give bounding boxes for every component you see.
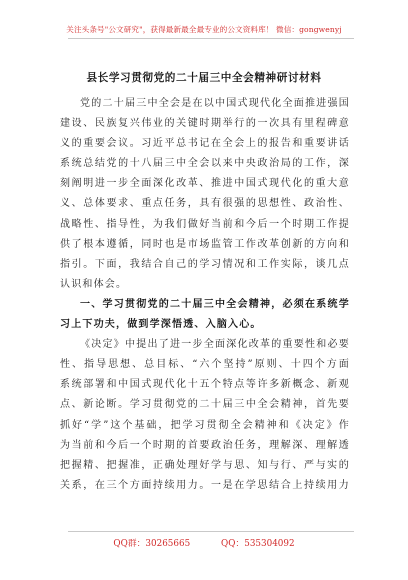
document-body bbox=[60, 94, 350, 496]
footer-qq-number: QQ：535304092 bbox=[221, 539, 295, 549]
footer-qq-group: QQ群：30265665 bbox=[113, 539, 191, 549]
document-title: 县长学习贯彻党的二十届三中全会精神研讨材料 bbox=[86, 72, 322, 84]
body-line-3: 义的重要会议。习近平总书记在全会上的报告和重要讲话 bbox=[60, 138, 350, 150]
body-line-19: 把握精、把握准，正确处理好学与思、知与行、严与实的 bbox=[60, 459, 350, 471]
body-line-10: 认识和体会。 bbox=[60, 278, 128, 290]
body-line-7: 战略性、指导性，为我们做好当前和今后一个时期工作提 bbox=[60, 218, 350, 230]
body-line-8: 供了根本遵循，同时也是市场监管工作改革创新的方向和 bbox=[60, 238, 350, 250]
body-line-15: 系统部署和中国式现代化十五个特点等许多新概念、新观 bbox=[60, 379, 350, 391]
body-line-18: 为当前和今后一个时期的首要政治任务，理解深、理解透 bbox=[60, 439, 350, 451]
body-line-2: 建设、民族复兴伟业的关键时期举行的一次具有里程碑意 bbox=[60, 118, 350, 130]
body-line-1: 党的二十届三中全会是在以中国式现代化全面推进强国 bbox=[80, 98, 350, 109]
body-line-9: 指引。下面，我结合自己的学习情况和工作实际，谈几点 bbox=[60, 258, 350, 270]
body-line-13: 《决定》中提出了进一步全面深化改革的重要性和必要 bbox=[80, 339, 350, 351]
header-promo-note: 关注头条号"公文研究"，获得最新最全最专业的公文资料库！ 微信：gongwenyj bbox=[66, 25, 342, 34]
body-line-17: 抓好“学”这个基础，把学习贯彻全会精神和《决定》作 bbox=[60, 419, 350, 431]
section-heading-line-2: 习上下功夫，做到学深悟透、入脑入心。 bbox=[60, 319, 262, 331]
section-heading-line-1: 一、学习贯彻党的二十届三中全会精神，必须在系统学 bbox=[80, 298, 350, 310]
header-divider bbox=[68, 38, 354, 39]
body-line-5: 刻阐明进一步全面深化改革、推进中国式现代化的重大意 bbox=[60, 178, 350, 190]
body-line-14: 性、指导思想、总目标、“六个坚持”原则、十四个方面 bbox=[60, 359, 350, 371]
body-line-16: 点、新论断。学习贯彻党的二十届三中全会精神，首先要 bbox=[60, 399, 350, 411]
body-line-20: 关系，在三个方面持续用力。一是在学思结合上持续用力 bbox=[60, 479, 350, 491]
footer-divider bbox=[68, 531, 354, 532]
body-line-6: 义、总体要求、重点任务，具有很强的思想性、政治性、 bbox=[60, 198, 350, 210]
footer-contacts bbox=[0, 536, 408, 549]
body-line-4: 系统总结党的十八届三中全会以来中央政治局的工作，深 bbox=[60, 158, 350, 170]
